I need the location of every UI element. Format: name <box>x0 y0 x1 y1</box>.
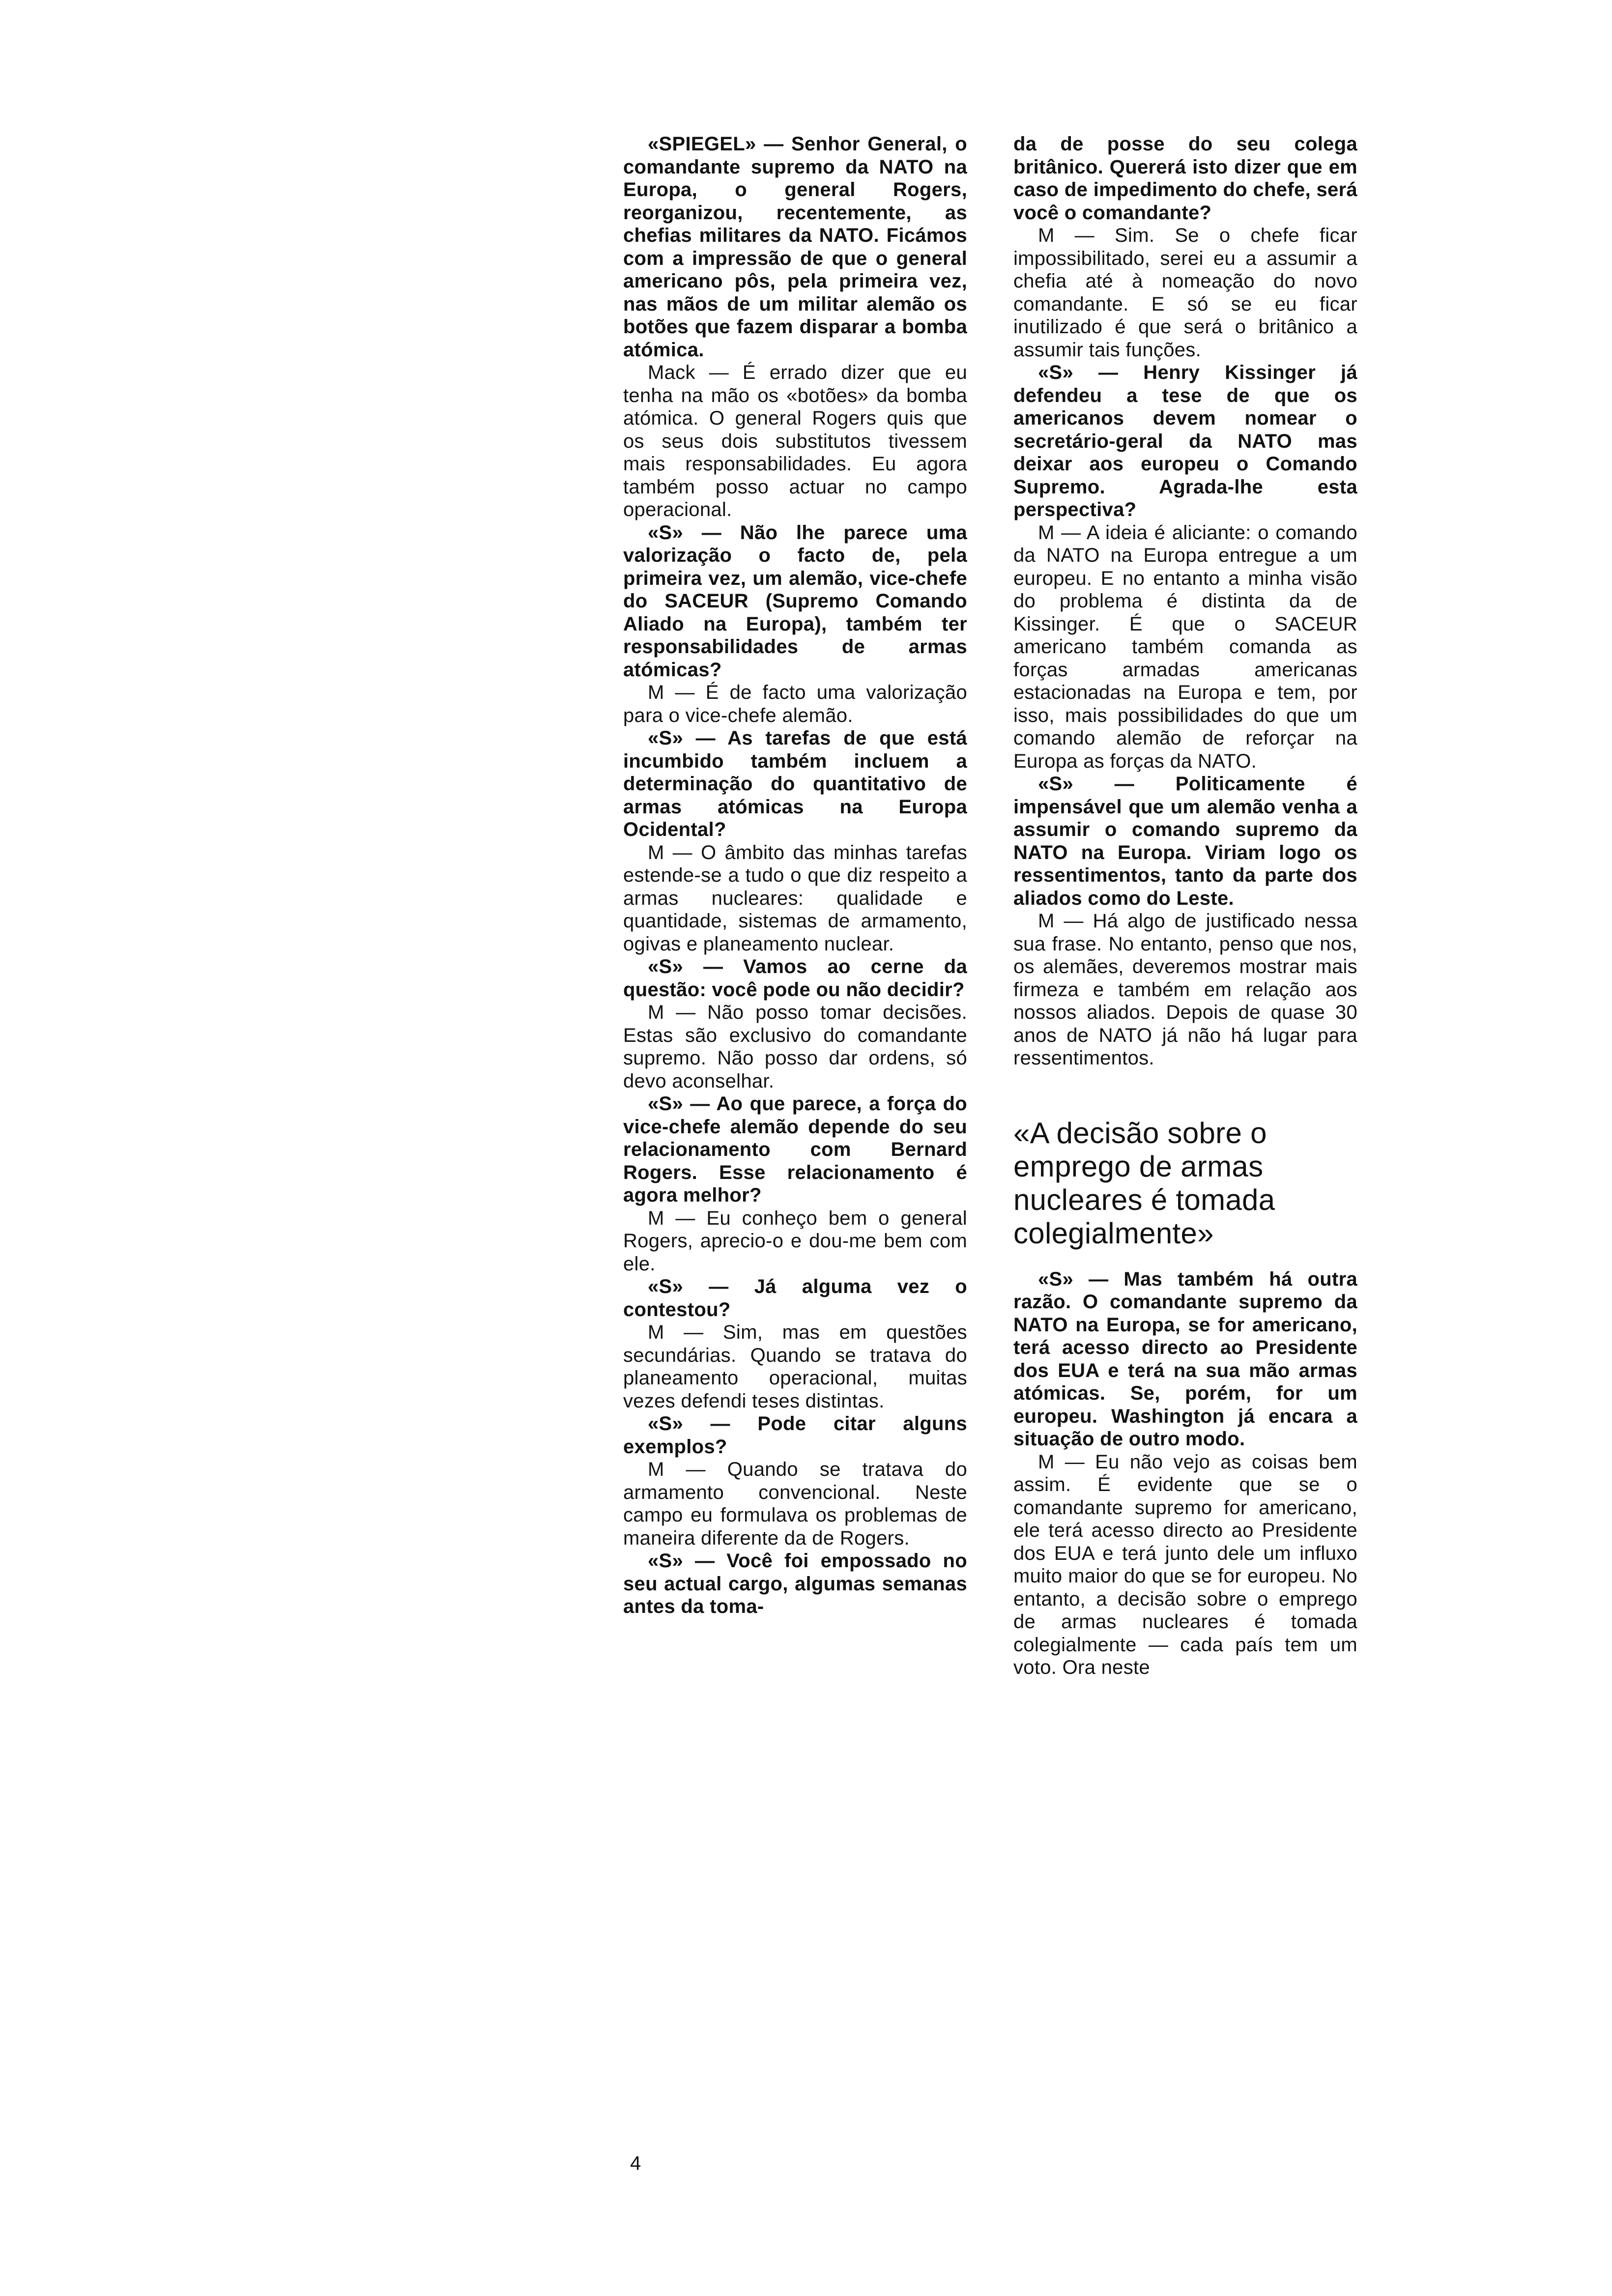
answer-paragraph: M — Sim. Se o chefe ficar impossibilitado, serei eu a assumir a chefia até à nomeação do novo comandante. E só se eu ficar inutilizado é que será o britânico a assumir tais funções. <box>1013 225 1357 361</box>
answer-paragraph: M — Há algo de justificado nessa sua frase. No entanto, penso que nos, os alemães, deveremos mostrar mais firmeza e também em relação aos nossos aliados. Depois de quase 30 anos de NATO já não há lugar para ressentimentos. <box>1013 910 1357 1069</box>
article-column-right <box>1013 133 1357 1679</box>
answer-paragraph: M — Eu conheço bem o general Rogers, aprecio-o e dou-me bem com ele. <box>623 1207 967 1275</box>
question-paragraph: «S» — Politicamente é impensável que um alemão venha a assumir o comando supremo da NATO na Europa. Viriam logo os ressentimentos, tanto da parte dos aliados como do Leste. <box>1013 773 1357 909</box>
answer-paragraph: Mack — É errado dizer que eu tenha na mão os «botões» da bomba atómica. O general Rogers quis que os seus dois substitutos tivessem mais responsabilidades. Eu agora também posso actuar no campo operacional. <box>623 362 967 520</box>
pull-quote: «A decisão sobre o emprego de armas nucleares é tomada colegialmente» <box>1013 1116 1275 1250</box>
article-column-left <box>623 133 967 1618</box>
right-column-bottom <box>1013 1268 1357 1679</box>
answer-paragraph: M — A ideia é aliciante: o comando da NATO na Europa entregue a um europeu. E no entanto a minha visão do problema é distinta da de Kissinger. É que o SACEUR americano também comanda as forças armadas americanas estacionadas na Europa e tem, por isso, mais possibilidades do que um comando alemão de reforçar na Europa as forças da NATO. <box>1013 521 1357 772</box>
page-number: 4 <box>630 2152 641 2174</box>
question-paragraph: «S» — As tarefas de que está incumbido também incluem a determinação do quantitativo de armas atómicas na Europa Ocidental? <box>623 727 967 840</box>
answer-paragraph: M — Quando se tratava do armamento convencional. Neste campo eu formulava os problemas de maneira diferente da de Rogers. <box>623 1459 967 1549</box>
answer-paragraph: M — Eu não vejo as coisas bem assim. É evidente que se o comandante supremo for americano, ele terá acesso directo ao Presidente dos EUA e terá junto dele um influxo muito maior do que se for europeu. No entanto, a decisão sobre o emprego de armas nucleares é tomada colegialmente — cada país tem um voto. Ora neste <box>1013 1451 1357 1678</box>
question-paragraph: «S» — Pode citar alguns exemplos? <box>623 1413 967 1458</box>
right-column-top <box>1013 133 1357 1070</box>
question-paragraph: «S» — Vamos ao cerne da questão: você pode ou não decidir? <box>623 956 967 1001</box>
question-paragraph: «S» — Não lhe parece uma valorização o facto de, pela primeira vez, um alemão, vice-chefe do SACEUR (Supremo Comando Aliado na Europa), também ter responsabilidades de armas atómicas? <box>623 521 967 681</box>
question-paragraph: «S» — Você foi empossado no seu actual cargo, algumas semanas antes da toma- <box>623 1550 967 1617</box>
question-paragraph: da de posse do seu colega britânico. Quererá isto dizer que em caso de impedimento do chefe, será você o comandante? <box>1013 133 1357 224</box>
answer-paragraph: M — Sim, mas em questões secundárias. Quando se tratava do planeamento operacional, muitas vezes defendi teses distintas. <box>623 1321 967 1412</box>
answer-paragraph: M — É de facto uma valorização para o vice-chefe alemão. <box>623 682 967 726</box>
answer-paragraph: M — Não posso tomar decisões. Estas são exclusivo do comandante supremo. Não posso dar ordens, só devo aconselhar. <box>623 1002 967 1092</box>
question-paragraph: «S» — Já alguma vez o contestou? <box>623 1276 967 1320</box>
question-paragraph: «S» — Henry Kissinger já defendeu a tese de que os americanos devem nomear o secretário-geral da NATO mas deixar aos europeu o Comando Supremo. Agrada-lhe esta perspectiva? <box>1013 362 1357 520</box>
question-paragraph: «S» — Ao que parece, a força do vice-chefe alemão depende do seu relacionamento com Bernard Rogers. Esse relacionamento é agora melhor? <box>623 1093 967 1206</box>
question-paragraph: «SPIEGEL» — Senhor General, o comandante supremo da NATO na Europa, o general Rogers, reorganizou, recentemente, as chefias militares da NATO. Ficámos com a impressão de que o general americano pôs, pela primeira vez, nas mãos de um militar alemão os botões que fazem disparar a bomba atómica. <box>623 133 967 361</box>
answer-paragraph: M — O âmbito das minhas tarefas estende-se a tudo o que diz respeito a armas nucleares: qualidade e quantidade, sistemas de armamento, ogivas e planeamento nuclear. <box>623 841 967 955</box>
question-paragraph: «S» — Mas também há outra razão. O comandante supremo da NATO na Europa, se for americano, terá acesso directo ao Presidente dos EUA e terá na sua mão armas atómicas. Se, porém, for um europeu. Washington já encara a situação de outro modo. <box>1013 1268 1357 1450</box>
